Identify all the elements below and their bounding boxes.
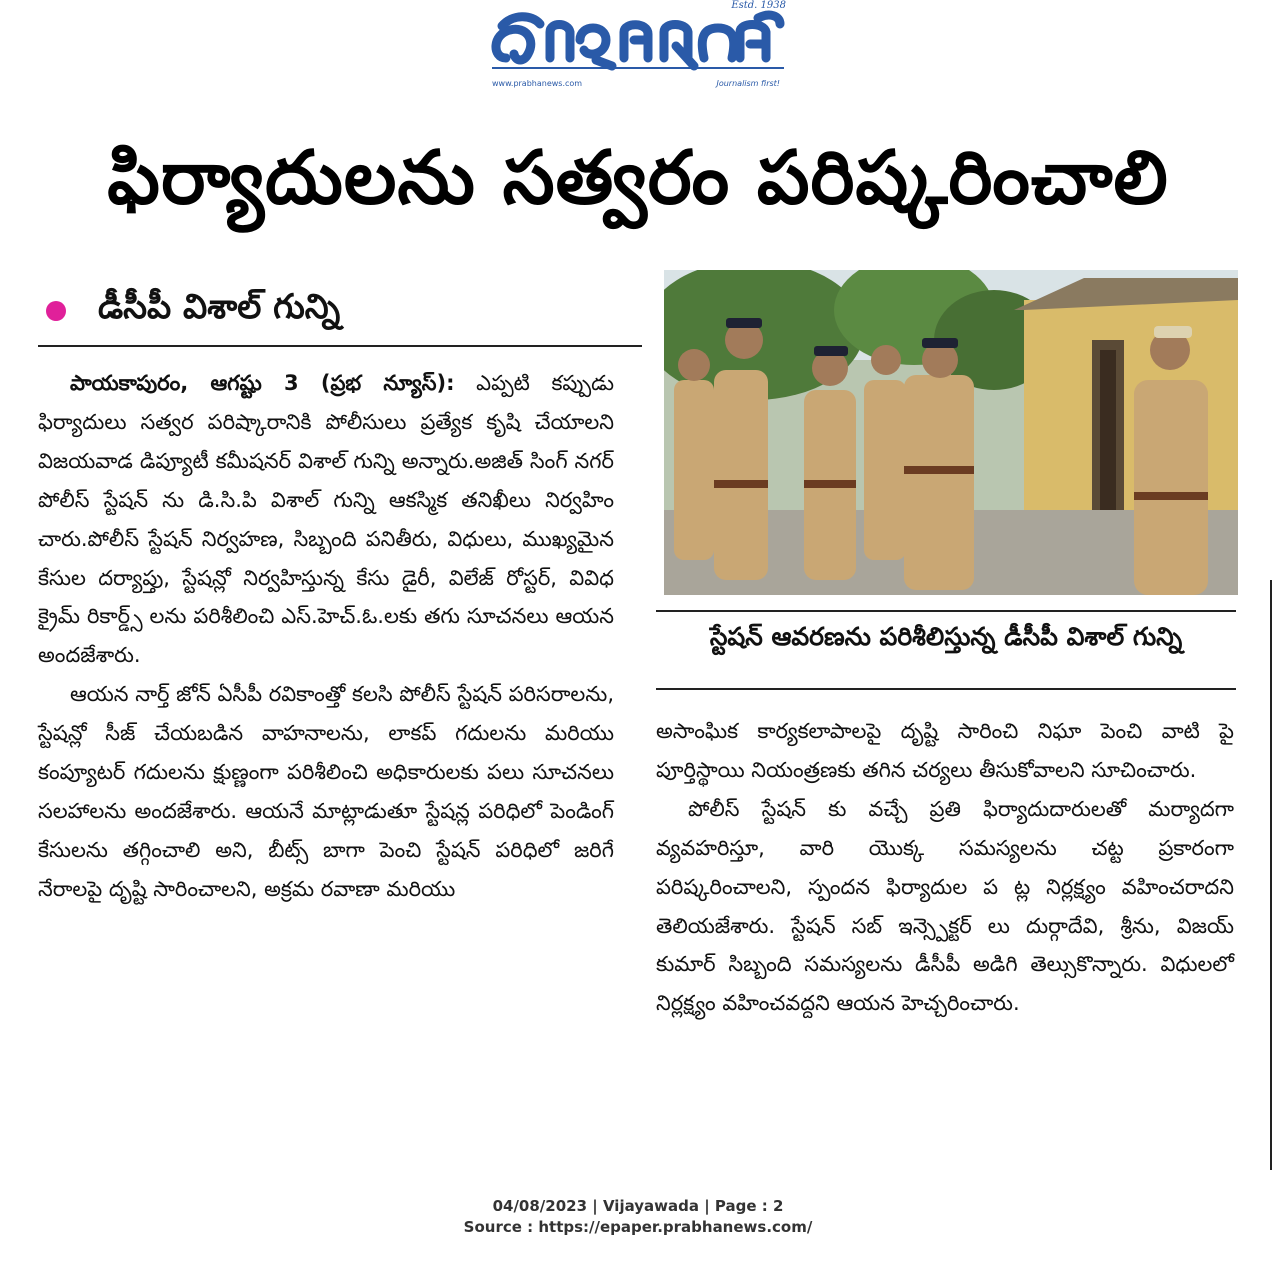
caption-rule	[656, 610, 1236, 612]
article-headline: ఫిర్యాదులను సత్వరం పరిష్కరించాలి	[107, 135, 1169, 221]
column-rule	[1270, 580, 1272, 1170]
bullet-icon	[46, 301, 66, 321]
established-year: Estd. 1938	[731, 0, 786, 11]
photo-caption: స్టేషన్ ఆవరణను పరిశీలిస్తున్న డీసీపీ విశాల్ గున్ని	[709, 622, 1183, 651]
dateline: పాయకాపురం, ఆగష్టు 3 (ప్రభ న్యూస్):	[70, 371, 455, 395]
article-left-column	[38, 364, 614, 909]
page-footer	[0, 1196, 1276, 1238]
byline-text: డీసీపీ విశాల్ గున్ని	[98, 287, 341, 327]
footer-source-link[interactable]: Source : https://epaper.prabhanews.com/	[463, 1218, 813, 1236]
caption-rule	[656, 688, 1236, 690]
article-right-column	[656, 712, 1234, 1023]
andhra-prabha-logo	[488, 10, 788, 72]
masthead-tagline: Journalism first!	[716, 79, 780, 88]
news-photo	[664, 270, 1238, 595]
article-paragraph: పోలీస్ స్టేషన్ కు వచ్చే ప్రతి ఫిర్యాదుదారులతో మర్యాదగా వ్యవహరిస్తూ, వారి యొక్క సమస్యలను చట్ట ప్రకారంగా పరిష్కరించాలని, స్పందన ఫిర్యాదుల ప ట్ల నిర్లక్ష్యం వహించరాదని తెలియజేశారు. స్టేషన్ సబ్ ఇన్స్పెక్టర్ లు దుర్గాదేవి, శ్రీను, విజయ్ కుమార్ సిబ్బంది సమస్యలను డీసీపీ అడిగి తెల్సుకొన్నారు. విధులలో నిర్లక్ష్యం వహించవద్దని ఆయన హెచ్చరించారు.	[656, 796, 1234, 1016]
article-paragraph	[38, 364, 614, 675]
newspaper-masthead	[480, 0, 800, 95]
masthead-website: www.prabhanews.com	[492, 79, 583, 88]
article-paragraph: ఆయన నార్త్ జోన్ ఏసీపీ రవికాంత్తో కలసి పోలీస్ స్టేషన్ పరిసరాలను, స్టేషన్లో సీజ్ చేయబడిన వాహనాలను, లాకప్ గదులను మరియు కంప్యూటర్ గదులను క్షుణ్ణంగా పరిశీలించి అధికారులకు పలు సూచనలు సలహాలను అందజేశారు. ఆయనే మాట్లాడుతూ స్టేషన్ల పరిధిలో పెండింగ్ కేసులను తగ్గించాలి అని, బీట్స్ బాగా పెంచి స్టేషన్ పరిధిలో జరిగే నేరాలపై దృష్టి సారించాలని, అక్రమ రవాణా మరియు	[38, 682, 614, 901]
article-paragraph: అసాంఘిక కార్యకలాపాలపై దృష్టి సారించి నిఘా పెంచి వాటి పై పూర్తిస్థాయి నియంత్రణకు తగిన చర్యలు తీసుకోవాలని సూచించారు.	[656, 719, 1234, 782]
footer-date-edition: 04/08/2023 | Vijayawada | Page : 2	[492, 1197, 784, 1215]
article-byline	[38, 283, 642, 347]
paragraph-body: ఎప్పటి కప్పుడు ఫిర్యాదులు సత్వర పరిష్కారానికి పోలీసులు ప్రత్యేక కృషి చేయాలని విజయవాడ డిప్యూటీ కమీషనర్ విశాల్ గున్ని అన్నారు.అజిత్ సింగ్ నగర్ పోలీస్ స్టేషన్ ను డి.సి.పి విశాల్ గున్ని ఆకస్మిక తనిఖీలు నిర్వహిం చారు.పోలీస్ స్టేషన్ నిర్వహణ, సిబ్బంది పనితీరు, విధులు, ముఖ్యమైన కేసుల దర్యాప్తు, స్టేషన్లో నిర్వహిస్తున్న కేసు డైరీ, విలేజ్ రోస్టర్, వివిధ క్రైమ్ రికార్డ్స్ లను పరిశీలించి ఎస్.హెచ్.ఓ.లకు తగు సూచనలు ఆయన అందజేశారు.	[38, 371, 614, 668]
